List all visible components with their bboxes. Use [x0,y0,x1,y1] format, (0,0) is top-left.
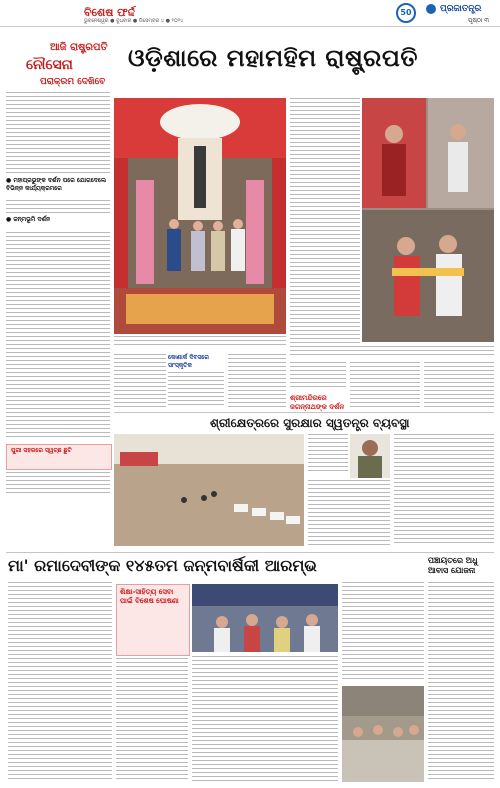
puri-box [6,444,112,470]
text-block [6,232,110,440]
photo-caption [290,346,494,358]
page-number: ପୃଷ୍ଠା ୩ [468,17,489,24]
side-subtitle: ପରାକ୍ରମ ଦେଖିବେ [40,77,106,87]
officer-photo-art [350,434,390,478]
side-title: ନୌସେନା [26,57,73,73]
anniversary-logo: 50 [396,3,416,23]
main-photo-art [114,98,286,334]
brand-seal-icon [426,4,436,14]
right-photos-art [362,98,494,342]
text-block [424,362,494,410]
announcement-box [116,584,190,656]
text-block [192,656,338,782]
announcement-title: ଶିକ୍ଷା-ସାହିତ୍ୟ ସେବା ପାଇଁ ବିଶେଷ ଘୋଷଣା [120,588,179,605]
lead-text [6,92,110,174]
text-block [116,658,188,782]
lead-kicker: ଆଜି ରାଷ୍ଟ୍ରପତି [50,42,108,53]
event-photo-1 [192,584,338,652]
masthead [0,0,500,27]
officer-photo [350,434,390,478]
text-block [308,480,390,546]
text-block [394,434,494,546]
security-photo-art [114,434,304,546]
security-headline: ଶ୍ରୀକ୍ଷେତ୍ରରେ ସୁରକ୍ଷାର ସ୍ୱତନ୍ତ୍ର ବ୍ୟବସ୍ଥା [210,416,410,430]
event-photo-2 [342,686,424,782]
text-block [6,200,110,214]
text-block [168,372,224,408]
text-block [228,354,286,408]
main-photo [114,98,286,334]
event-photo-1-art [192,584,338,652]
section-title: ବିଶେଷ ଫର୍ଦ୍ଦ [84,6,135,19]
right-photos [362,98,494,342]
text-block [290,362,346,390]
dateline: ଭୁବନେଶ୍ୱର ● ବୁଧବାର ● ଡିସେମ୍ବର ୪ ● ୨୦୨୪ [84,18,184,24]
text-block [350,362,420,410]
security-photo [114,434,304,546]
text-block [428,582,494,782]
text-block [6,472,110,494]
lead-headline: ଓଡ଼ିଶାରେ ମହାମହିମ ରାଷ୍ଟ୍ରପତି [128,44,418,72]
text-block [8,582,112,782]
text-block [114,354,166,408]
srimandir-title: ଶ୍ରୀମନ୍ଦିରରେ ଜଗନ୍ନାଥଙ୍କ ଦର୍ଶନ [290,394,345,411]
divider [6,552,494,553]
photo-caption [114,336,286,348]
side-headline: ପଞ୍ଚାୟତରେ ଅଧୁ ଆବାସ ଯୋଜନା [428,556,478,575]
event-photo-2-art [342,686,424,782]
puri-box-title: ପୁରୀ ସହରରେ ସ୍ୱଚ୍ଛ ଛୁଟି [11,447,72,454]
subhead-1: ● ମହାପ୍ରଭୁଙ୍କ ଦର୍ଶନ ପରେ ଯୋଗଦେଲେ ବିଭିନ୍ନ କାର୍ଯ୍ୟକ୍ରମରେ [6,177,107,192]
bottom-headline: ମା' ରମାଦେବୀଙ୍କ ୧୪୫ତମ ଜନ୍ମବାର୍ଷିକୀ ଆରମ୍ଭ [8,556,317,575]
text-block [342,582,424,682]
subhead-2: ● ଜନ୍ମଭୂମି ଦର୍ଶନ [6,216,51,223]
text-block [290,98,360,344]
brand-name: ପ୍ରଜାତନ୍ତ୍ର [440,4,482,14]
text-block [308,434,348,474]
coverage-title: କୋଣାର୍କ ଦିବସରେ ସାଂସ୍କୃତିକ [168,354,209,369]
divider [114,412,494,413]
